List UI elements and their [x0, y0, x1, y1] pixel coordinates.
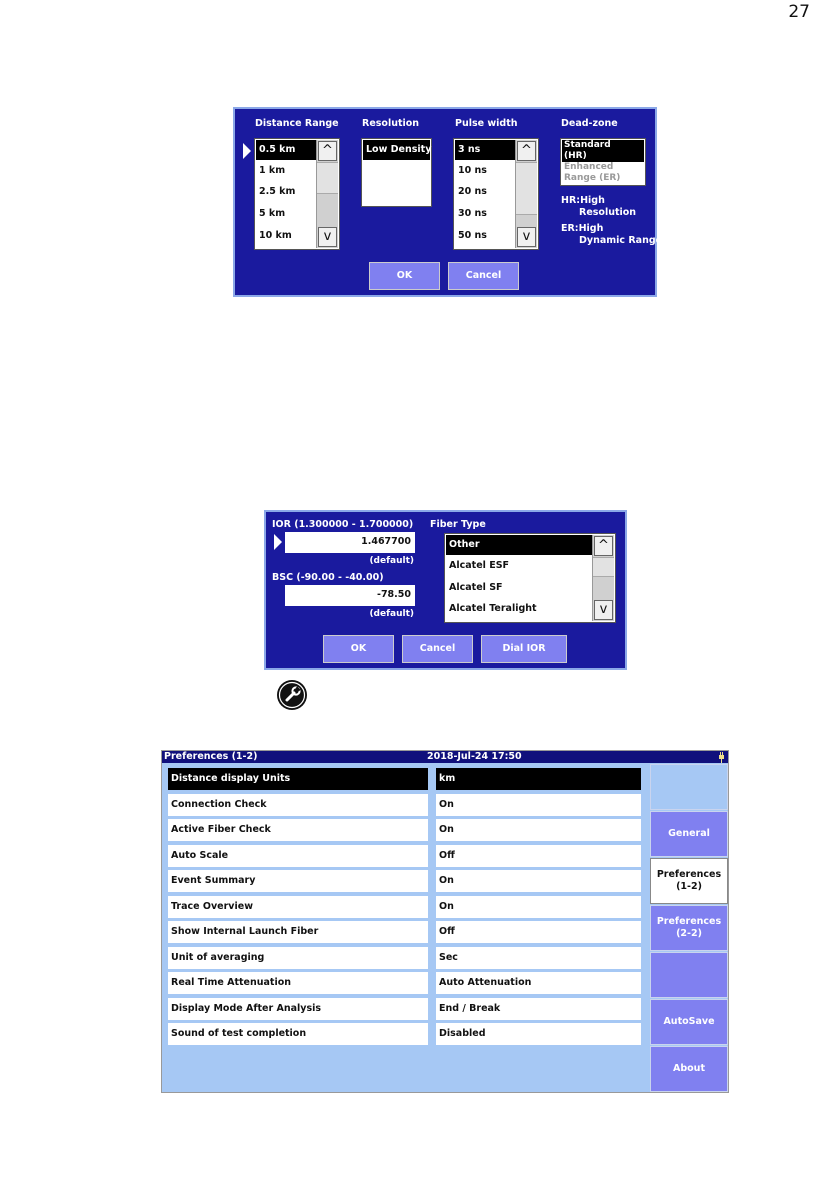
setting-name[interactable]: Display Mode After Analysis [168, 998, 428, 1020]
option-line: Range (ER) [564, 173, 621, 183]
setting-name[interactable]: Active Fiber Check [168, 819, 428, 841]
list-item[interactable]: 0.5 km [256, 140, 316, 160]
fiber-parameters-dialog [264, 510, 627, 670]
tab-preferences-1-2[interactable]: Preferences (1-2) [650, 858, 728, 904]
bsc-default-note: (default) [369, 609, 414, 619]
list-item[interactable]: 10 km [259, 230, 292, 241]
setting-name[interactable]: Event Summary [168, 870, 428, 892]
title-bar [162, 751, 728, 763]
setting-name[interactable]: Sound of test completion [168, 1023, 428, 1045]
power-plug-icon [717, 752, 726, 763]
resolution-label: Resolution [362, 118, 420, 129]
list-item[interactable]: Alcatel Teralight [449, 603, 537, 614]
setting-value[interactable]: End / Break [436, 998, 641, 1020]
cancel-button[interactable]: Cancel [402, 635, 473, 663]
setting-name[interactable]: Show Internal Launch Fiber [168, 921, 428, 943]
hr-note-line2: Resolution [579, 207, 637, 218]
list-item[interactable]: Other [446, 535, 592, 555]
bsc-label: BSC (-90.00 - -40.00) [272, 572, 384, 583]
list-item[interactable]: 5 km [259, 208, 286, 219]
list-item[interactable]: 10 ns [458, 165, 487, 176]
ok-button[interactable]: OK [323, 635, 394, 663]
setting-name[interactable]: Real Time Attenuation [168, 972, 428, 994]
measurement-parameters-dialog [233, 107, 663, 297]
list-item[interactable]: Alcatel SF [449, 582, 503, 593]
setting-name[interactable]: Trace Overview [168, 896, 428, 918]
list-item[interactable]: 20 ns [458, 186, 487, 197]
scroll-thumb[interactable] [516, 162, 537, 215]
tab-autosave[interactable]: AutoSave [650, 999, 728, 1045]
list-item[interactable]: 3 ns [455, 140, 515, 160]
screen-title: Preferences (1-2) [164, 751, 258, 762]
dial-ior-button[interactable]: Dial IOR [481, 635, 567, 663]
setting-name[interactable]: Distance display Units [168, 768, 428, 790]
option-line: Enhanced [564, 162, 614, 172]
option-line: (HR) [564, 151, 587, 161]
list-item[interactable]: Low Density [363, 140, 430, 160]
option-line: Standard [564, 140, 611, 150]
tab-general[interactable]: General [650, 811, 728, 857]
distance-range-label: Distance Range [255, 118, 339, 129]
dead-zone-label: Dead-zone [561, 118, 618, 129]
setting-value[interactable]: On [436, 794, 641, 816]
scroll-down-button[interactable]: v [517, 227, 536, 247]
cancel-button[interactable]: Cancel [448, 262, 519, 290]
bsc-input[interactable]: -78.50 [285, 585, 415, 606]
tab-about[interactable]: About [650, 1046, 728, 1092]
dead-zone-standard-option[interactable] [562, 140, 644, 162]
scroll-up-button[interactable]: ^ [517, 141, 536, 161]
setting-value[interactable]: Auto Attenuation [436, 972, 641, 994]
setting-name[interactable]: Unit of averaging [168, 947, 428, 969]
setting-name[interactable]: Connection Check [168, 794, 428, 816]
pulse-width-list[interactable] [453, 138, 539, 250]
ior-input[interactable]: 1.467700 [285, 532, 415, 553]
setting-value[interactable]: On [436, 819, 641, 841]
pulse-scrollbar[interactable] [515, 140, 537, 248]
tab-preferences-2-2[interactable]: Preferences (2-2) [650, 905, 728, 951]
resolution-list[interactable] [361, 138, 432, 207]
scroll-thumb[interactable] [317, 162, 338, 194]
distance-range-list[interactable] [254, 138, 340, 250]
hr-note-line1: HR:High [561, 195, 605, 206]
list-item[interactable]: 2.5 km [259, 186, 296, 197]
list-item[interactable]: 30 ns [458, 208, 487, 219]
scroll-down-button[interactable]: v [594, 600, 613, 620]
list-item[interactable]: 50 ns [458, 230, 487, 241]
ior-default-note: (default) [369, 556, 414, 566]
setting-value[interactable]: Disabled [436, 1023, 641, 1045]
page-number: 27 [788, 2, 810, 22]
setting-value[interactable]: km [436, 768, 641, 790]
setting-name[interactable]: Auto Scale [168, 845, 428, 867]
dead-zone-list[interactable] [560, 138, 646, 186]
setting-value[interactable]: Off [436, 921, 641, 943]
scroll-thumb[interactable] [593, 557, 614, 577]
fiber-type-scrollbar[interactable] [592, 535, 614, 621]
side-button-blank [650, 952, 728, 998]
list-item[interactable]: Alcatel ESF [449, 560, 510, 571]
preferences-screen [161, 750, 729, 1093]
er-note-line1: ER:High [561, 223, 604, 234]
side-button-blank-top [650, 764, 728, 810]
distance-scrollbar[interactable] [316, 140, 338, 248]
setting-value[interactable]: On [436, 870, 641, 892]
wrench-icon [276, 679, 308, 711]
ior-label: IOR (1.300000 - 1.700000) [272, 519, 414, 530]
fiber-type-list[interactable] [444, 533, 616, 623]
setting-value[interactable]: On [436, 896, 641, 918]
datetime: 2018-Jul-24 17:50 [427, 751, 522, 762]
setting-value[interactable]: Off [436, 845, 641, 867]
ok-button[interactable]: OK [369, 262, 440, 290]
setting-value[interactable]: Sec [436, 947, 641, 969]
scroll-down-button[interactable]: v [318, 227, 337, 247]
dead-zone-enhanced-option[interactable] [562, 162, 644, 184]
er-note-line2: Dynamic Range [579, 235, 663, 246]
selection-pointer-icon [243, 143, 251, 159]
fiber-type-label: Fiber Type [430, 519, 486, 530]
list-item[interactable]: 1 km [259, 165, 286, 176]
selection-pointer-icon [274, 534, 282, 550]
scroll-up-button[interactable]: ^ [318, 141, 337, 161]
scroll-up-button[interactable]: ^ [594, 536, 613, 556]
pulse-width-label: Pulse width [455, 118, 518, 129]
